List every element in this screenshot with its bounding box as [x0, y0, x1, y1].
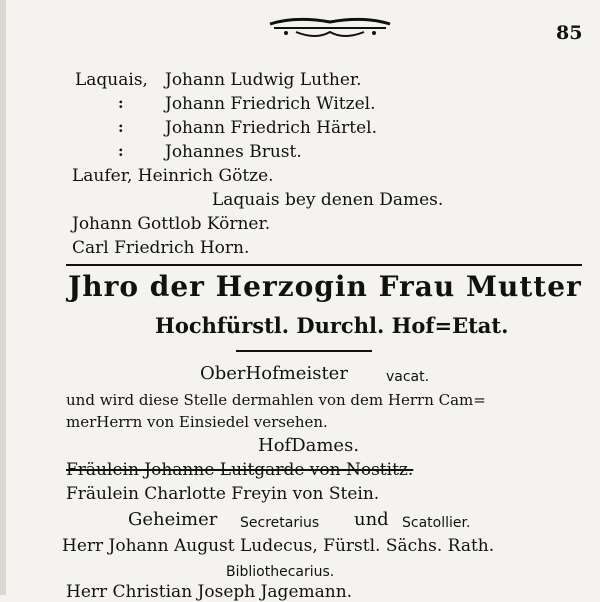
page-number: 85 — [556, 22, 583, 44]
hofdames-heading: HofDames. — [258, 435, 360, 456]
lakai-prefix: Laquais, — [75, 70, 148, 90]
hofdame-name: Fräulein Charlotte Freyin von Stein. — [66, 484, 380, 504]
dames-lakaien-heading: Laquais bey denen Dames. — [212, 190, 444, 210]
section-subtitle: Hochfürstl. Durchl. Hof=Etat. — [155, 313, 509, 338]
secretarius-title: Secretarius — [240, 515, 320, 531]
bibliothecarius-name: Herr Christian Joseph Jagemann. — [66, 582, 353, 602]
laufer-entry: Laufer, Heinrich Götze. — [72, 166, 274, 186]
header-ornament — [266, 14, 394, 42]
dames-lakai-name: Carl Friedrich Horn. — [72, 238, 250, 258]
lakai-name: Johann Friedrich Härtel. — [165, 118, 377, 138]
secretarius-geheimer: Geheimer — [128, 509, 218, 530]
lakai-name: Johann Friedrich Witzel. — [165, 94, 376, 114]
secretarius-und: und — [354, 509, 389, 530]
secretarius-scatollier: Scatollier. — [402, 515, 471, 531]
ditto-mark: : — [118, 118, 124, 136]
ditto-mark: : — [118, 142, 124, 160]
short-divider — [236, 350, 372, 352]
page-edge — [0, 0, 6, 595]
lakai-name: Johannes Brust. — [165, 142, 302, 162]
bibliothecarius-heading: Bibliothecarius. — [226, 564, 335, 580]
hofdame-name-struck: Fräulein Johanne Luitgarde von Nostitz. — [66, 460, 414, 480]
ditto-mark: : — [118, 94, 124, 112]
dames-lakai-name: Johann Gottlob Körner. — [72, 214, 271, 234]
oberhofmeister-status: vacat. — [386, 369, 430, 385]
oberhofmeister-title: OberHofmeister — [200, 363, 348, 384]
secretarius-name: Herr Johann August Ludecus, Fürstl. Sächs. Rath. — [62, 536, 495, 556]
lakai-name: Johann Ludwig Luther. — [165, 70, 362, 90]
stelle-text-line: merHerrn von Einsiedel versehen. — [66, 413, 328, 431]
stelle-text-line: und wird diese Stelle dermahlen von dem Herrn Cam= — [66, 391, 486, 409]
section-divider — [66, 264, 582, 266]
section-title: Jhro der Herzogin Frau Mutter — [68, 270, 582, 303]
